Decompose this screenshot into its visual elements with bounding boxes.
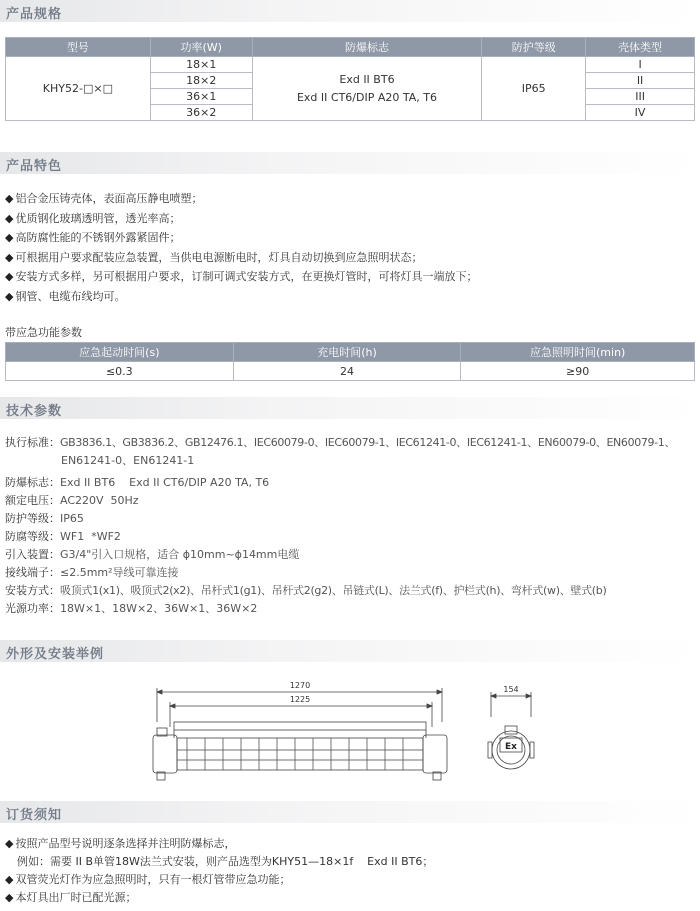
emergency-col-charge: 充电时间(h)	[233, 343, 461, 362]
diamond-bullet-icon: ◆	[5, 837, 14, 850]
feature-text: 优质钢化玻璃透明管，透光率高；	[15, 211, 181, 225]
feature-text: 安装方式多样，另可根据用户要求，订制可调式安装方式，在更换灯管时，可将灯具一端放下；	[15, 270, 478, 283]
param-value: GB3836.1、GB3836.2、GB12476.1、IEC60079-0、IEC60079-1、IEC61241-0、IEC61241-1、EN60079-0、EN60079-1、	[60, 436, 676, 449]
section-install-title: 外形及安装举例	[6, 647, 105, 662]
list-item	[5, 248, 695, 268]
spec-power-cell: 36×1	[150, 89, 252, 105]
order-notes	[5, 835, 695, 907]
section-tech-header	[0, 397, 700, 419]
param-label: 光源功率：	[5, 602, 60, 615]
spec-col-model: 型号	[6, 38, 151, 57]
param-row	[5, 582, 695, 600]
spec-table	[5, 37, 695, 121]
param-value: Exd II BT6 Exd II CT6/DIP A20 TA, T6	[60, 476, 270, 489]
list-item	[5, 267, 695, 287]
spec-protection-cell: IP65	[482, 57, 586, 121]
section-order-header	[0, 801, 700, 823]
spec-col-protection: 防护等级	[482, 38, 586, 57]
table-row	[6, 362, 695, 381]
emergency-col-duration: 应急照明时间(min)	[461, 343, 695, 362]
order-text: 本灯具出厂时已配光源；	[15, 891, 137, 904]
dim-width-label: 154	[503, 685, 519, 694]
diamond-bullet-icon: ◆	[5, 192, 14, 205]
spec-col-mark: 防爆标志	[252, 38, 482, 57]
param-label: 接线端子：	[5, 566, 60, 579]
section-order-title: 订货须知	[6, 808, 63, 823]
tech-params	[5, 434, 695, 618]
spec-model-cell: KHY52-□×□	[6, 57, 151, 121]
list-item	[5, 287, 695, 307]
diamond-bullet-icon: ◆	[5, 891, 14, 904]
emergency-header-row	[6, 343, 695, 362]
feature-text: 铝合金压铸壳体，表面高压静电喷塑；	[15, 192, 203, 205]
param-label: 防护等级：	[5, 512, 60, 525]
section-install-header	[0, 640, 700, 662]
order-text: 例如：需要 II B单管18W法兰式安装，则产品选型为KHY51—18×1f Exd II BT6；	[17, 855, 434, 868]
list-item	[5, 853, 695, 871]
feature-text: 可根据用户要求配装应急装置，当供电电源断电时，灯具自动切换到应急照明状态；	[15, 250, 423, 264]
ex-mark-icon: Ex	[505, 742, 517, 752]
list-item	[5, 871, 695, 889]
param-value: 18W×1、18W×2、36W×1、36W×2	[60, 602, 258, 615]
section-spec-header	[0, 0, 700, 22]
diamond-bullet-icon: ◆	[5, 270, 14, 283]
emergency-title: 带应急功能参数	[5, 326, 82, 339]
spec-type-cell: II	[586, 73, 695, 89]
spec-col-power: 功率(W)	[150, 38, 252, 57]
section-tech-title: 技术参数	[6, 404, 63, 419]
table-row	[6, 57, 695, 73]
param-row	[5, 528, 695, 546]
diamond-bullet-icon: ◆	[5, 211, 14, 225]
param-label: 引入装置：	[5, 548, 60, 561]
param-row	[5, 564, 695, 582]
param-label: 执行标准：	[5, 436, 60, 449]
param-value: EN61241-0、EN61241-1	[61, 454, 195, 467]
spec-mark-cell	[252, 57, 482, 121]
emergency-duration-value: ≥90	[461, 362, 695, 381]
param-row	[5, 492, 695, 510]
features-list	[5, 189, 695, 306]
emergency-charge-value: 24	[233, 362, 461, 381]
spec-type-cell: III	[586, 89, 695, 105]
spec-power-cell: 36×2	[150, 105, 252, 121]
param-row	[5, 510, 695, 528]
section-spec-title: 产品规格	[6, 7, 63, 22]
diamond-bullet-icon: ◆	[5, 231, 14, 244]
list-item	[5, 228, 695, 248]
param-label: 防腐等级：	[5, 530, 60, 543]
param-value: IP65	[60, 512, 84, 525]
emergency-col-start: 应急起动时间(s)	[6, 343, 234, 362]
diamond-bullet-icon: ◆	[5, 873, 14, 886]
dim-inner-label: 1225	[289, 695, 311, 704]
param-value: WF1 *WF2	[60, 530, 121, 543]
spec-type-cell: IV	[586, 105, 695, 121]
dim-outer-label: 1270	[289, 681, 311, 690]
order-text: 双管荧光灯作为应急照明时，只有一根灯管带应急功能；	[15, 873, 291, 886]
param-value: ≤2.5mm²导线可靠连接	[60, 566, 179, 579]
param-row	[5, 546, 695, 564]
spec-mark-line1: Exd II BT6	[339, 72, 395, 86]
spec-type-cell: I	[586, 57, 695, 73]
param-label: 额定电压：	[5, 494, 60, 507]
outline-drawing	[0, 672, 700, 784]
list-item	[5, 835, 695, 853]
param-value: AC220V 50Hz	[60, 494, 139, 507]
spec-power-cell: 18×2	[150, 73, 252, 89]
list-item	[5, 889, 695, 907]
order-text: 按照产品型号说明逐条选择并注明防爆标志，	[15, 837, 236, 850]
param-row	[5, 600, 695, 618]
section-features-title: 产品特色	[6, 159, 63, 174]
param-row	[5, 474, 695, 492]
spec-power-cell: 18×1	[150, 57, 252, 73]
param-row	[5, 434, 695, 452]
spec-header-row	[6, 38, 695, 57]
diamond-bullet-icon: ◆	[5, 250, 14, 264]
param-value: G3/4"引入口规格，适合 ϕ10mm~ϕ14mm电缆	[60, 548, 300, 561]
emergency-table	[5, 342, 695, 381]
section-features-header	[0, 152, 700, 174]
feature-text: 高防腐性能的不锈钢外露紧固件；	[15, 231, 181, 244]
list-item	[5, 209, 695, 229]
param-row	[5, 452, 695, 470]
param-label	[5, 452, 61, 470]
param-label: 防爆标志：	[5, 476, 60, 489]
spec-mark-line2: Exd II CT6/DIP A20 TA, T6	[296, 90, 437, 104]
diamond-bullet-icon: ◆	[5, 289, 14, 303]
feature-text: 钢管、电缆布线均可。	[15, 289, 126, 303]
spec-col-type: 壳体类型	[586, 38, 695, 57]
emergency-start-value: ≤0.3	[6, 362, 234, 381]
param-value: 吸顶式1(x1)、吸顶式2(x2)、吊杆式1(g1)、吊杆式2(g2)、吊链式(L)、法兰式(f)、护栏式(h)、弯杆式(w)、壁式(b)	[60, 584, 607, 597]
param-label: 安装方式：	[5, 584, 60, 597]
list-item	[5, 189, 695, 209]
